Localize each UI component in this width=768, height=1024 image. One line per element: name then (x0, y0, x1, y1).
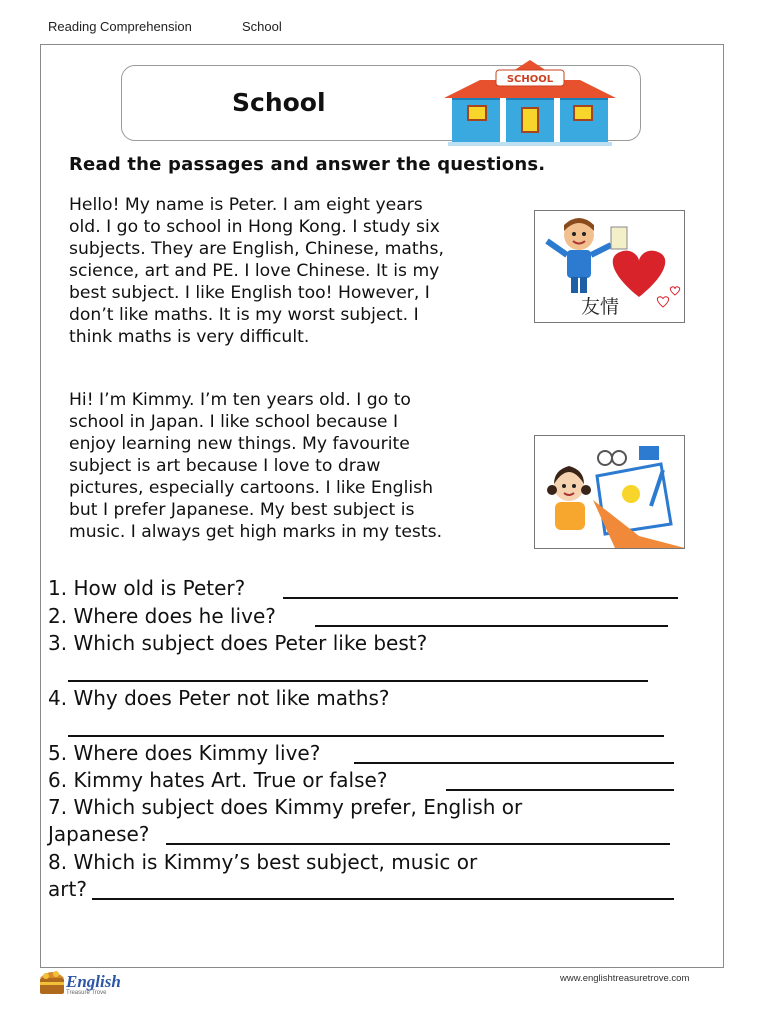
passage-line: science, art and PE. I love Chinese. It is my (69, 261, 440, 281)
passage-kimmy (69, 389, 442, 543)
answer-line-5[interactable] (354, 762, 674, 764)
passage-line: Hello! My name is Peter. I am eight years (69, 195, 423, 215)
question-4: 4. Why does Peter not like maths? (48, 686, 390, 710)
girl-painting-icon (535, 436, 685, 549)
passage-peter (69, 194, 444, 348)
question-8-continued: art? (48, 877, 87, 901)
question-6: 6. Kimmy hates Art. True or false? (48, 768, 388, 792)
boy-with-heart-icon (535, 211, 685, 323)
page-title: School (232, 88, 326, 117)
instructions: Read the passages and answer the questions. (69, 154, 546, 175)
footer-url[interactable]: www.englishtreasuretrove.com (560, 973, 690, 984)
question-8: 8. Which is Kimmy’s best subject, music or (48, 850, 478, 874)
question-5: 5. Where does Kimmy live? (48, 741, 321, 765)
question-3: 3. Which subject does Peter like best? (48, 631, 428, 655)
answer-line-8[interactable] (92, 898, 674, 900)
question-1: 1. How old is Peter? (48, 576, 246, 600)
question-2: 2. Where does he live? (48, 604, 276, 628)
answer-line-7[interactable] (166, 843, 670, 845)
question-7: 7. Which subject does Kimmy prefer, English or (48, 795, 523, 819)
footer-logo-text: English (66, 972, 121, 991)
passage-line: Hi! I’m Kimmy. I’m ten years old. I go to (69, 390, 411, 410)
school-sign-text: SCHOOL (506, 74, 554, 85)
passage-line: think maths is very difficult. (69, 327, 310, 347)
passage-line: enjoy learning new things. My favourite (69, 434, 410, 454)
answer-line-3[interactable] (68, 680, 648, 682)
passage-line: best subject. I like English too! However, I (69, 283, 430, 303)
passage-line: subjects. They are English, Chinese, maths, (69, 239, 444, 259)
passage-line: pictures, especially cartoons. I like English (69, 478, 433, 498)
header-subject: Reading Comprehension (48, 19, 192, 34)
passage-line: old. I go to school in Hong Kong. I study six (69, 217, 440, 237)
peter-picture (534, 210, 685, 323)
answer-line-6[interactable] (446, 789, 674, 791)
header-topic: School (242, 19, 282, 34)
passage-line: subject is art because I love to draw (69, 456, 381, 476)
footer-logo-subtext: Treasure Trove (66, 990, 107, 996)
passage-line: school in Japan. I like school because I (69, 412, 399, 432)
answer-line-4[interactable] (68, 735, 664, 737)
school-building-icon (440, 58, 620, 146)
passage-line: music. I always get high marks in my tests. (69, 522, 443, 542)
friendship-text: 友情 (581, 296, 620, 318)
answer-line-1[interactable] (283, 597, 678, 599)
passage-line: but I prefer Japanese. My best subject is (69, 500, 415, 520)
answer-line-2[interactable] (315, 625, 668, 627)
kimmy-picture (534, 435, 685, 549)
question-7-continued: Japanese? (48, 822, 150, 846)
passage-line: don’t like maths. It is my worst subject. I (69, 305, 419, 325)
